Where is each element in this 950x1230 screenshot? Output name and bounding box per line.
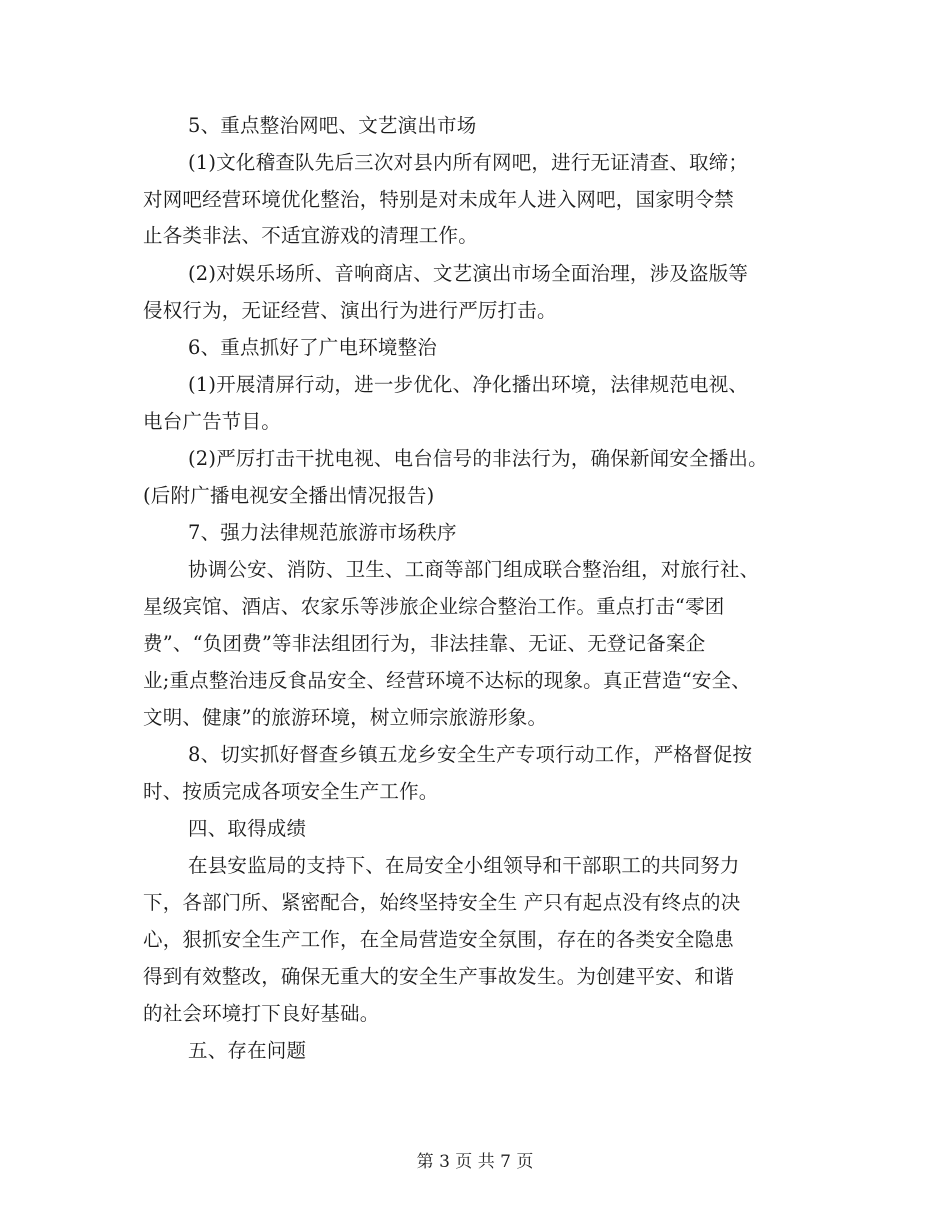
- paragraph-line: (1)开展清屏行动，进一步优化、净化播出环境，法律规范电视、: [188, 373, 749, 396]
- heading-item-8: 8、切实抓好督查乡镇五龙乡安全生产专项行动工作，严格督促按: [188, 743, 753, 766]
- paragraph-line: 下，各部门所、紧密配合，始终坚持安全生 产只有起点没有终点的决: [143, 891, 741, 914]
- paragraph-line: 星级宾馆、酒店、农家乐等涉旅企业综合整治工作。重点打击“零团: [143, 595, 725, 618]
- paragraph-line: 文明、健康”的旅游环境，树立师宗旅游形象。: [143, 706, 548, 729]
- paragraph-line: 得到有效整改，确保无重大的安全生产事故发生。为创建平安、和谐: [143, 965, 735, 988]
- paragraph-line: 心，狠抓安全生产工作，在全局营造安全氛围，存在的各类安全隐患: [143, 928, 735, 951]
- paragraph-line: 在县安监局的支持下、在局安全小组领导和干部职工的共同努力: [188, 854, 740, 877]
- paragraph-line: 的社会环境打下良好基础。: [143, 1002, 380, 1025]
- heading-item-6: 6、重点抓好了广电环境整治: [188, 336, 438, 359]
- paragraph-line: (2)对娱乐场所、音响商店、文艺演出市场全面治理，涉及盗版等: [188, 262, 749, 285]
- heading-item-7: 7、强力法律规范旅游市场秩序: [188, 521, 457, 544]
- heading-item-5: 5、重点整治网吧、文艺演出市场: [188, 114, 477, 137]
- paragraph-line: 侵权行为，无证经营、演出行为进行严厉打击。: [143, 299, 557, 322]
- section-heading-5: 五、存在问题: [188, 1039, 307, 1062]
- paragraph-line: (2)严厉打击干扰电视、电台信号的非法行为，确保新闻安全播出。: [188, 447, 768, 470]
- paragraph-line: 电台广告节目。: [143, 410, 281, 433]
- page-number-footer: 第 3 页 共 7 页: [416, 1152, 534, 1172]
- paragraph-line: (后附广播电视安全播出情况报告): [143, 484, 435, 507]
- paragraph-line: 业;重点整治违反食品安全、经营环境不达标的现象。真正营造“安全、: [143, 669, 751, 692]
- paragraph-line: 对网吧经营环境优化整治，特别是对未成年人进入网吧，国家明令禁: [143, 188, 735, 211]
- paragraph-line: (1)文化稽查队先后三次对县内所有网吧，进行无证清查、取缔；: [188, 151, 749, 174]
- section-heading-4: 四、取得成绩: [188, 817, 307, 840]
- paragraph-line: 时、按质完成各项安全生产工作。: [143, 780, 439, 803]
- paragraph-line: 止各类非法、不适宜游戏的清理工作。: [143, 224, 478, 247]
- paragraph-line: 协调公安、消防、卫生、工商等部门组成联合整治组，对旅行社、: [188, 558, 760, 581]
- paragraph-line: 费”、“负团费”等非法组团行为，非法挂靠、无证、无登记备案企: [143, 632, 706, 655]
